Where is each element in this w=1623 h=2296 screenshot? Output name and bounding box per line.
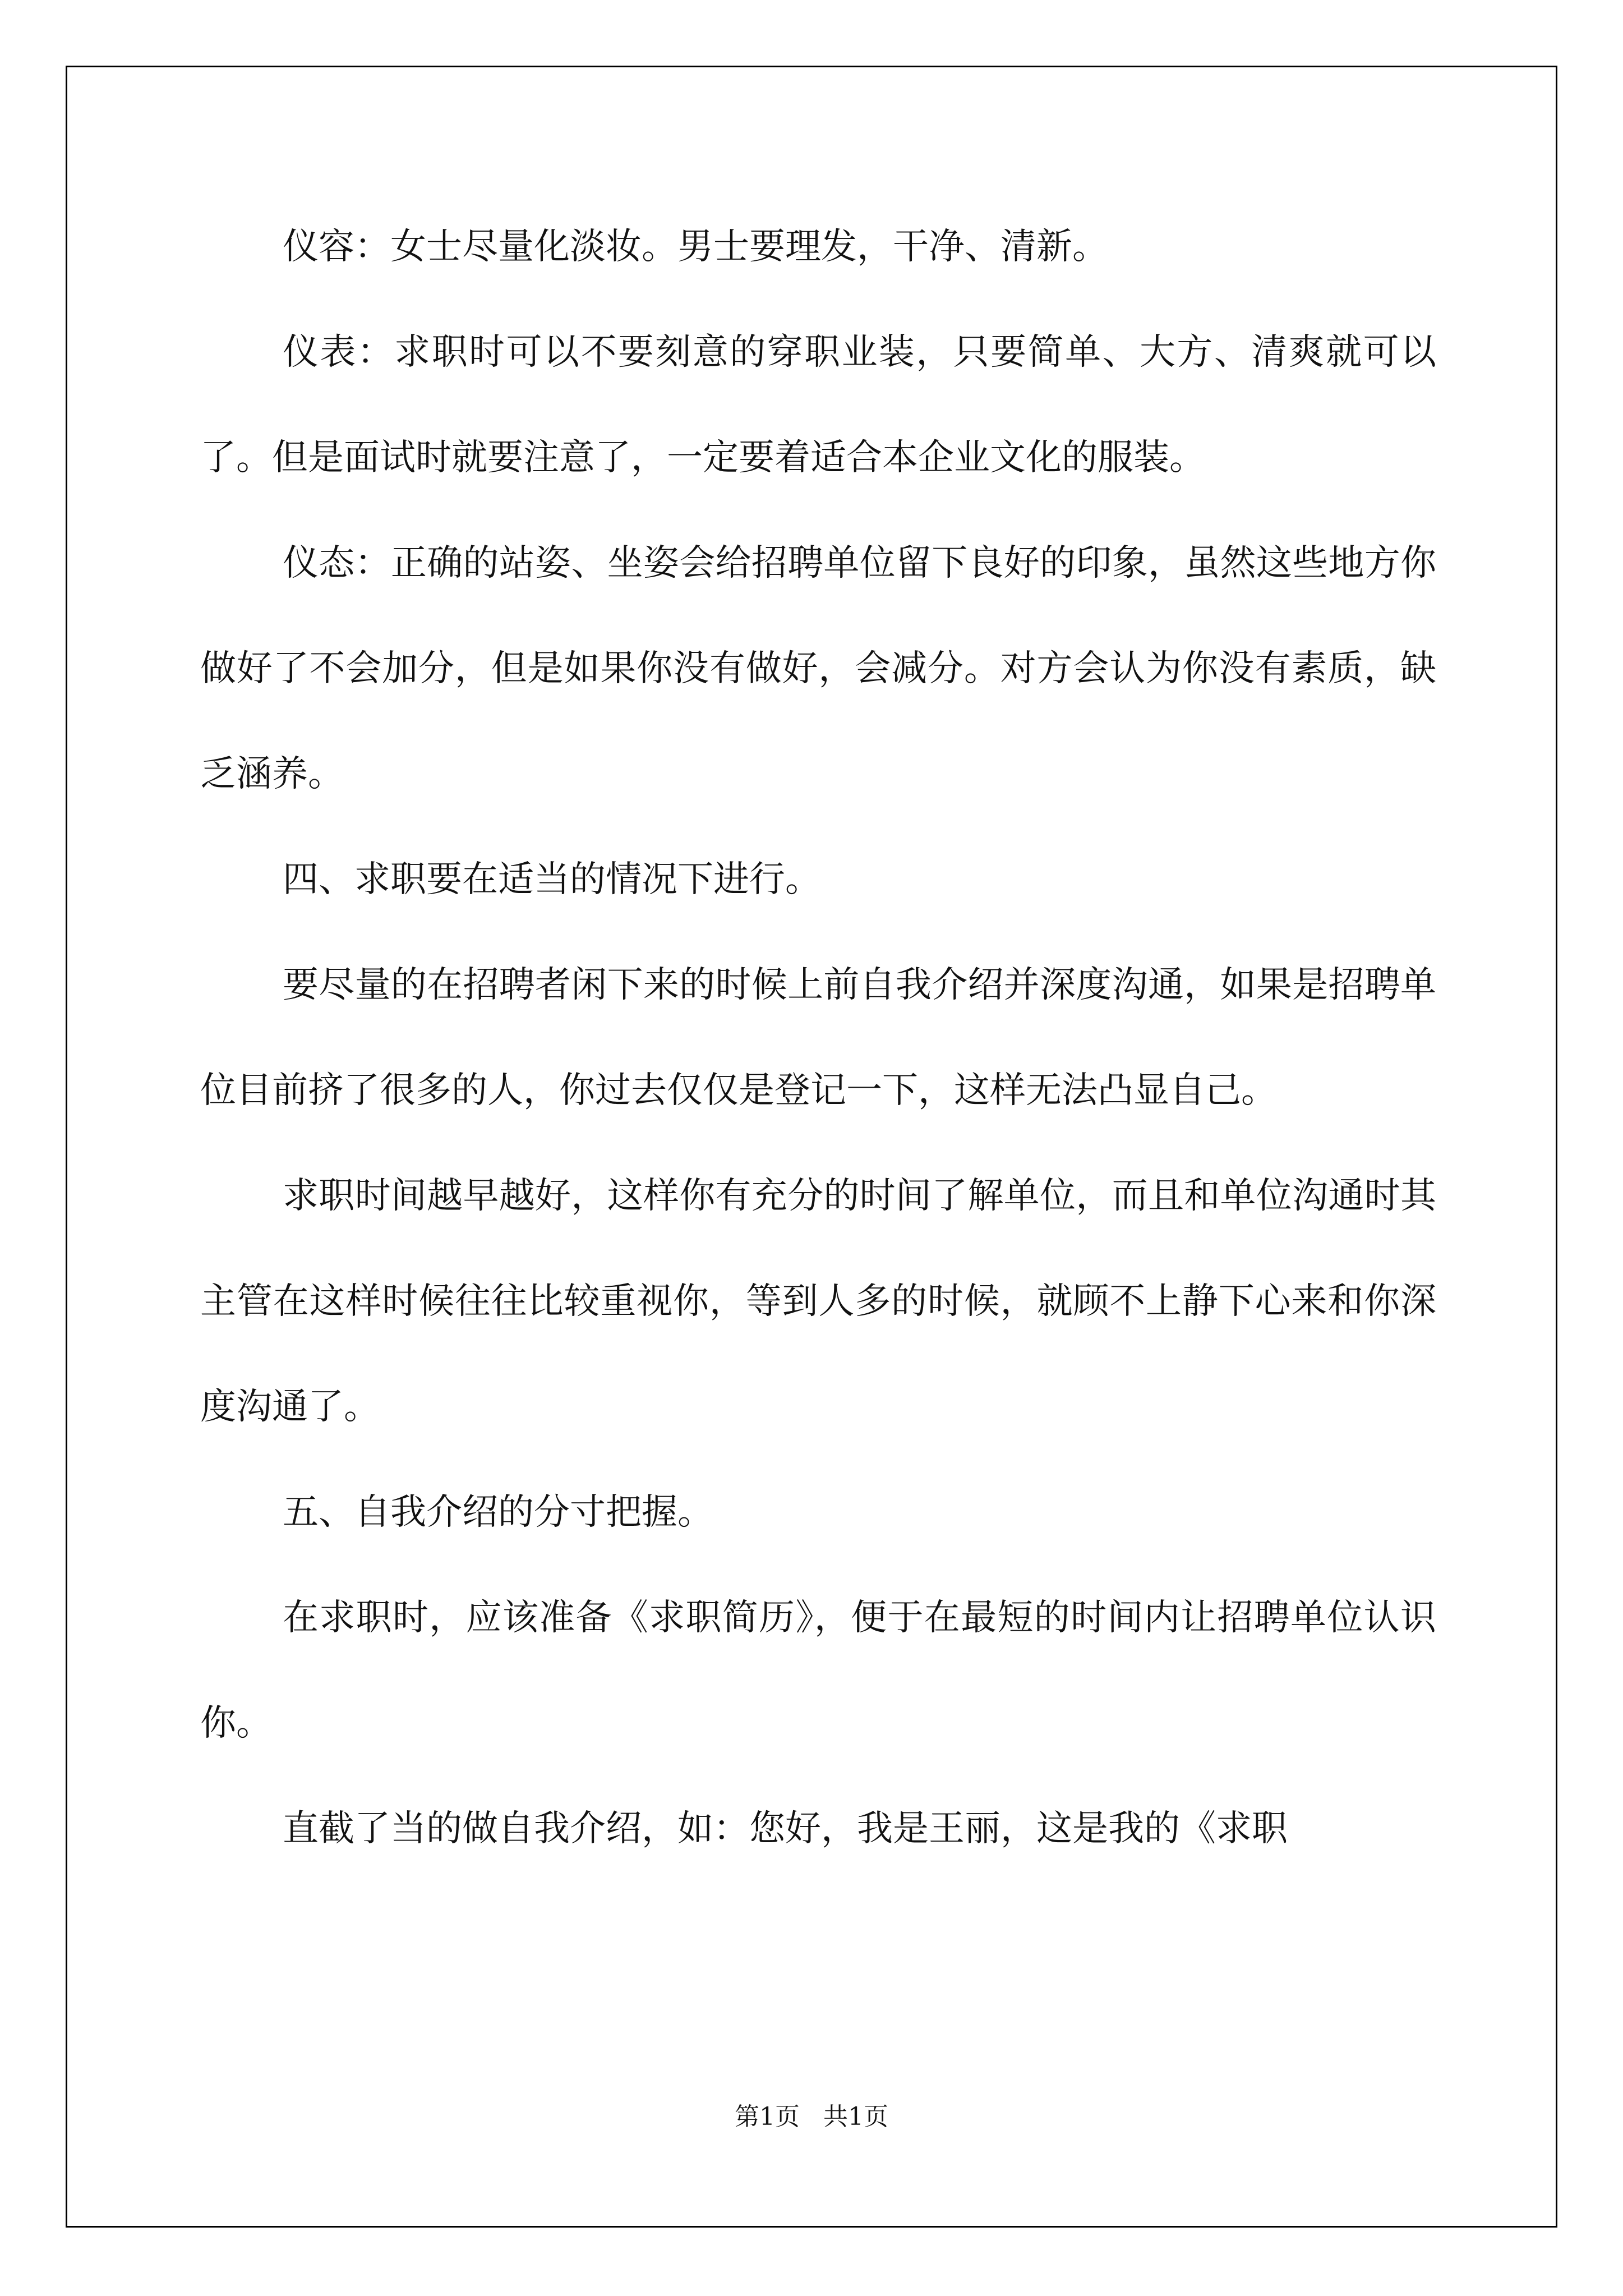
paragraph-resume: 在求职时，应该准备《求职简历》，便于在最短的时间内让招聘单位认识你。 (200, 1597, 1436, 1744)
paragraph-self-intro: 直截了当的做自我介绍，如：您好，我是王丽，这是我的《求职 (283, 1808, 1288, 1849)
paragraph-timing-early: 求职时间越早越好，这样你有充分的时间了解单位，而且和单位沟通时其主管在这样时候往往比较重视你，等到人多的时候，就顾不上静下心来和你深度沟通了。 (200, 1175, 1436, 1428)
paragraph-appearance-dress: 仪表：求职时可以不要刻意的穿职业装，只要简单、大方、清爽就可以了。但是面试时就要注意了，一定要着适合本企业文化的服装。 (200, 332, 1436, 478)
paragraph-appearance-face: 仪容：女士尽量化淡妆。男士要理发，干净、清新。 (283, 226, 1108, 268)
document-body (200, 194, 1436, 1881)
page-footer: 第1页 共1页 (735, 2102, 888, 2131)
paragraph-timing-approach: 要尽量的在招聘者闲下来的时候上前自我介绍并深度沟通，如果是招聘单位目前挤了很多的人，你过去仅仅是登记一下，这样无法凸显自己。 (200, 964, 1436, 1111)
section-heading-five: 五、自我介绍的分寸把握。 (283, 1492, 713, 1533)
section-heading-four: 四、求职要在适当的情况下进行。 (283, 859, 821, 900)
paragraph-appearance-posture: 仪态：正确的站姿、坐姿会给招聘单位留下良好的印象，虽然这些地方你做好了不会加分，但是如果你没有做好，会减分。对方会认为你没有素质，缺乏涵养。 (200, 542, 1436, 795)
